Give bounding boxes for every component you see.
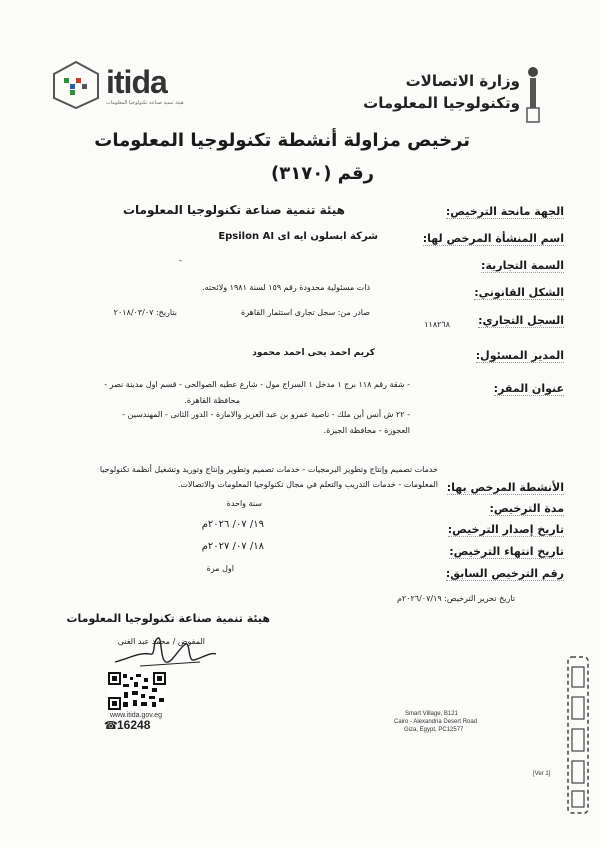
field-value-issue-date: ١٩/ ٠٧/ ٢٠٢٦م (201, 519, 264, 530)
itida-logo-icon (50, 60, 102, 110)
itida-logo-text: itida (106, 64, 167, 100)
page-title: ترخيص مزاولة أنشطة تكنولوجيا المعلومات (94, 130, 470, 151)
field-value-address-line: - ٢٢ ش أنس أبن ملك - ناصية عمرو بن عبد العزيز والامارة - الدور الثانى - المهندسين - (122, 410, 410, 419)
field-value-activities-line: خدمات تصميم وإنتاج وتطوير البرمجيات - خدمات تصميم وتطوير وإنتاج وتوريد وتشغيل أنظمة تكنولوجيا (99, 465, 438, 474)
field-value-grantor: هيئة تنمية صناعة تكنولوجيا المعلومات (122, 203, 345, 217)
itida-logo (50, 60, 190, 110)
field-label-issue-date: تاريخ إصدار الترخيص: (447, 523, 564, 536)
handwritten-signature (110, 632, 220, 672)
field-label-address: عنوان المقر: (493, 382, 564, 395)
field-value-legal-form: ذات مسئولية محدودة رقم ١٥٩ لسنة ١٩٨١ ولائحته. (202, 283, 370, 292)
field-label-company: اسم المنشأة المرخص لها: (422, 232, 564, 245)
footer-address-line2: Cairo - Alexandria Desert Road (394, 719, 478, 725)
footer-website: www.itida.gov.eg (110, 712, 163, 719)
field-label-trade-name: السمة التجارية: (481, 259, 564, 272)
phone-icon: ☎ (104, 719, 118, 732)
field-label-expiry-date: تاريخ انتهاء الترخيص: (449, 545, 564, 558)
ministry-line1: وزارة الاتصالات (405, 72, 520, 90)
field-value-expiry-date: ١٨/ ٠٧/ ٢٠٢٧م (201, 541, 264, 552)
qr-code-icon (108, 672, 166, 710)
footer-address-line3: Giza, Egypt, PC12577 (404, 727, 464, 733)
field-label-duration: مدة الترخيص: (489, 502, 564, 515)
field-value-register-source: صادر من: سجل تجارى استثمار القاهرة (241, 308, 370, 317)
field-value-register-date: بتاريخ: ٢٠١٨/٠٣/٠٧ (113, 308, 177, 317)
itida-logo-subtext: هيئة تنمية صناعة تكنولوجيا المعلومات (106, 100, 184, 106)
field-label-grantor: الجهة مانحة الترخيص: (445, 205, 564, 218)
field-value-duration: سنة واحدة (226, 499, 262, 508)
field-value-previous-license: اول مرة (206, 564, 234, 573)
footer-hotline: 16248 (117, 718, 151, 732)
field-value-address-line: - شقة رقم ١١٨ برج ١ مدخل ١ السراج مول - شارع عطيه الصوالحى - قسم اول مدينة نصر - (104, 380, 410, 389)
field-value-address-line: محافظة القاهرة. (184, 396, 240, 405)
field-label-activities: الأنشطة المرخص بها: (446, 481, 564, 494)
license-number: رقم (٣١٧٠) (271, 163, 374, 184)
version-label: [Ver 1] (533, 771, 551, 777)
field-label-legal-form: الشكل القانوني: (474, 286, 564, 299)
signature-authority: هيئة تنمية صناعة تكنولوجيا المعلومات (66, 612, 270, 625)
field-value-register-number: ١١٨٢٦٨ (424, 320, 450, 329)
field-value-trade-name: - (179, 256, 182, 265)
field-label-commercial-register: السجل التجاري: (478, 314, 564, 327)
issue-date-note: تاريخ تحرير الترخيص: ٢٠٢٦/٠٧/١٩م (396, 594, 515, 603)
ministry-icon (524, 64, 542, 124)
footer-address-line1: Smart Village, B121 (405, 711, 458, 717)
field-label-manager: المدير المسئول: (475, 349, 564, 362)
field-value-company: شركة ابسلون ايه اى Epsilon AI (218, 231, 378, 242)
field-value-manager: كريم احمد يحى احمد محمود (252, 348, 375, 358)
ministry-logo (363, 64, 542, 124)
field-value-activities-line: المعلومات - خدمات التدريب والتعلم في مجال تكنولوجيا المعلومات والاتصالات. (177, 480, 438, 489)
field-value-address-line: العجوزة - محافظة الجيزة. (323, 426, 410, 435)
vertical-stamp (566, 655, 590, 815)
field-label-previous-license: رقم الترخيص السابق: (445, 567, 564, 580)
ministry-line2: وتكنولوجيا المعلومات (363, 94, 520, 112)
signature-signer: المفوض / محمد عبد الغنى (117, 637, 205, 646)
